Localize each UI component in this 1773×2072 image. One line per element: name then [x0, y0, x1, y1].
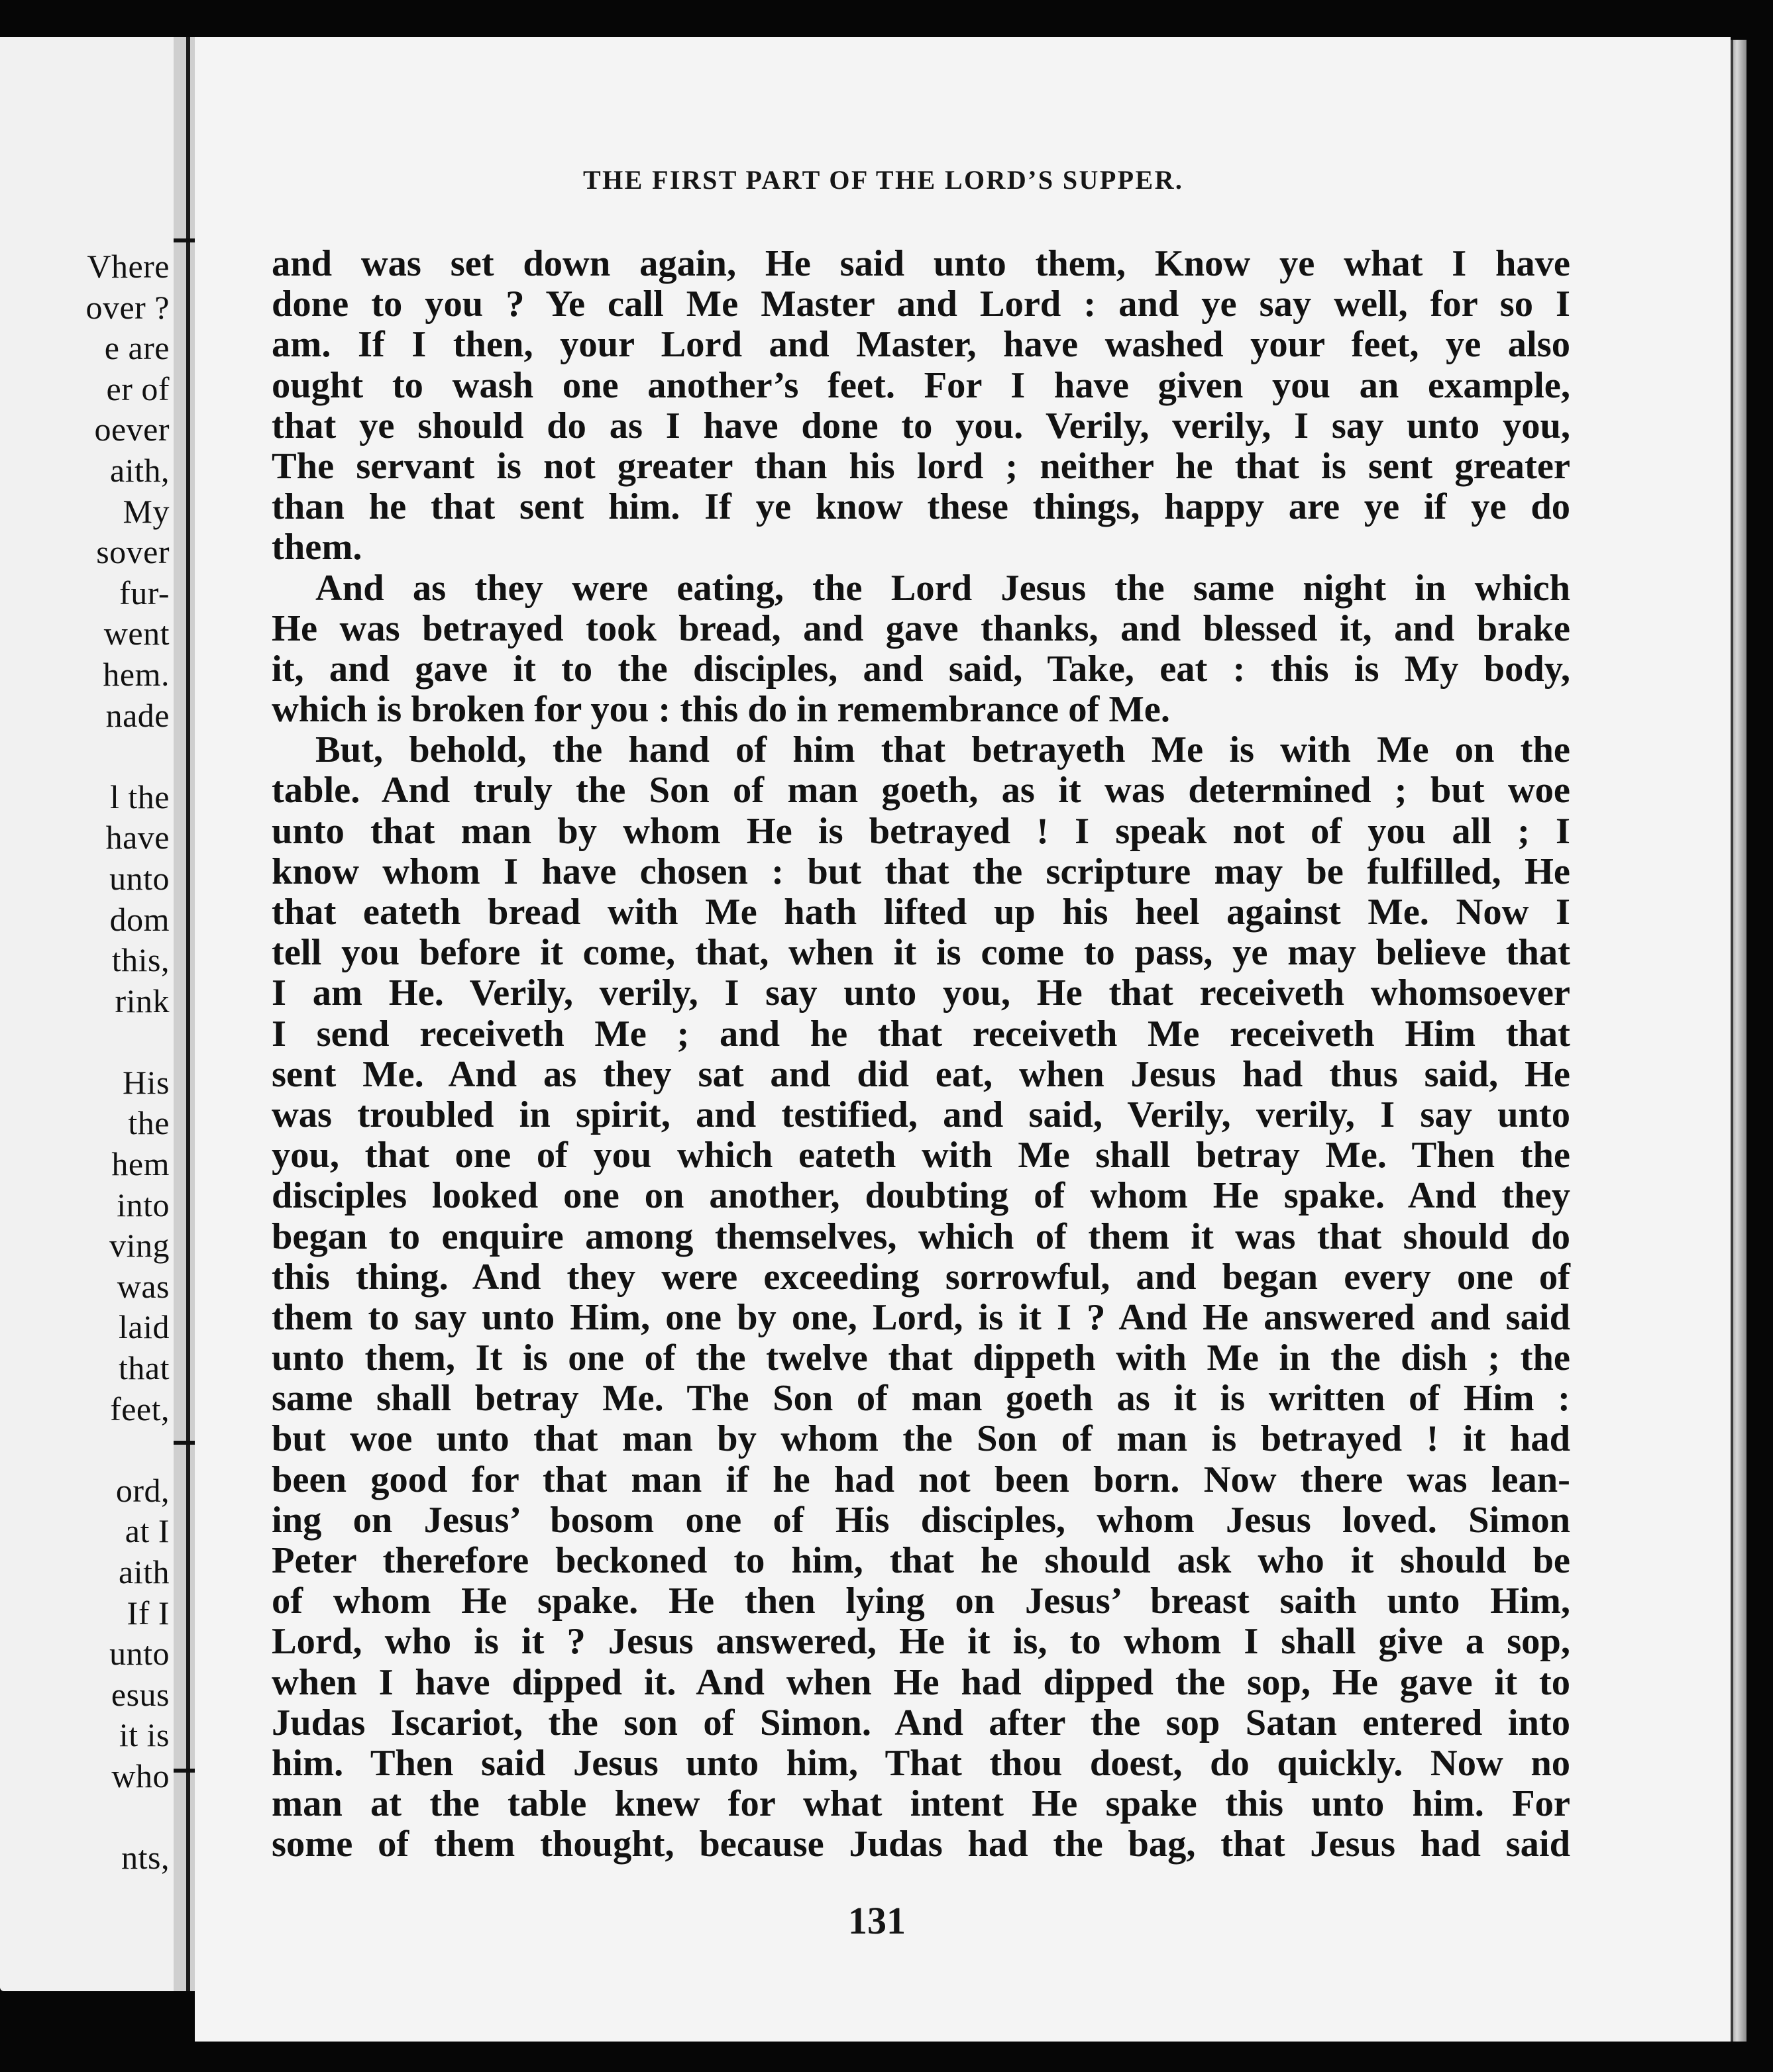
text-line: know whom I have chosen : but that the scripture may be fulfilled, He — [272, 851, 1570, 892]
left-page-fragment: over ? — [85, 288, 170, 326]
running-head: THE FIRST PART OF THE LORD’S SUPPER. — [583, 165, 1184, 195]
text-line: them. — [272, 527, 362, 568]
text-line: disciples looked one on another, doubting of whom He spake. And they — [272, 1175, 1570, 1217]
left-page-fragment: that — [119, 1349, 170, 1387]
text-line: this thing. And they were exceeding sorrowful, and began every one of — [272, 1256, 1570, 1298]
left-page-fragment: er of — [106, 370, 170, 407]
left-page-fragment: was — [117, 1267, 170, 1305]
left-page-fragment: hem — [111, 1145, 170, 1183]
text-line: But, behold, the hand of him that betrayeth Me is with Me on the — [315, 729, 1570, 771]
left-page-fragment: who — [111, 1757, 170, 1794]
text-line: And as they were eating, the Lord Jesus the same night in which — [315, 567, 1570, 609]
left-page-fragment — [85, 1429, 170, 1471]
left-page-fragment: into — [117, 1186, 170, 1223]
left-page-fragment: unto — [109, 1635, 170, 1673]
text-line: I send receiveth Me ; and he that receiveth Me receiveth Him that — [272, 1013, 1570, 1055]
text-line: of whom He spake. He then lying on Jesus’ breast saith unto Him, — [272, 1580, 1570, 1622]
left-page-fragment: If I — [127, 1594, 170, 1632]
text-line: table. And truly the Son of man goeth, as it was determined ; but woe — [272, 770, 1570, 811]
left-page-fragment: laid — [119, 1308, 170, 1346]
left-page-fragment: this, — [111, 941, 170, 979]
text-line: been good for that man if he had not been born. Now there was lean- — [272, 1459, 1570, 1500]
left-page-fragment: aith, — [110, 451, 170, 489]
left-page-fragment: it is — [119, 1716, 170, 1754]
text-line: that ye should do as I have done to you. Verily, verily, I say unto you, — [272, 405, 1570, 446]
text-line: and was set down again, He said unto them, Know ye what I have — [272, 243, 1570, 284]
left-page-fragment — [85, 1021, 170, 1062]
left-page-fragment: nts, — [121, 1839, 170, 1877]
text-line: same shall betray Me. The Son of man goeth as it is written of Him : — [272, 1378, 1570, 1420]
left-page-fragment: have — [105, 819, 170, 856]
left-page-fragment: nade — [105, 696, 170, 734]
text-line: unto that man by whom He is betrayed ! I speak not of you all ; I — [272, 810, 1570, 852]
text-line: it, and gave it to the disciples, and said, Take, eat : this is My body, — [272, 648, 1570, 690]
left-page-fragment: His — [123, 1063, 170, 1101]
book-gutter — [174, 37, 195, 1991]
text-line: was troubled in spirit, and testified, and said, Verily, verily, I say unto — [272, 1094, 1570, 1135]
text-line: man at the table knew for what intent He spake this unto him. For — [272, 1783, 1570, 1825]
text-line: ought to wash one another’s feet. For I have given you an example, — [272, 364, 1570, 406]
left-page-fragment: fur- — [119, 574, 170, 611]
text-line: began to enquire among themselves, which of them it was that should do — [272, 1216, 1570, 1257]
text-line: Peter therefore beckoned to him, that he should ask who it should be — [272, 1540, 1570, 1581]
text-line: ing on Jesus’ bosom one of His disciples, whom Jesus loved. Simon — [272, 1499, 1570, 1541]
left-page-fragment: went — [103, 615, 170, 652]
left-page-fragment: at I — [125, 1512, 170, 1550]
left-page-fragment: oever — [94, 411, 170, 448]
left-page-fragment: rink — [115, 982, 170, 1019]
page-number: 131 — [848, 1899, 906, 1942]
left-page-fragment: e are — [104, 329, 170, 367]
left-page-fragment — [85, 736, 170, 777]
text-line: when I have dipped it. And when He had dipped the sop, He gave it to — [272, 1661, 1570, 1703]
left-page-text-fragments — [85, 246, 170, 1879]
text-line: am. If I then, your Lord and Master, have washed your feet, ye also — [272, 324, 1570, 366]
text-line: you, that one of you which eateth with Me shall betray Me. Then the — [272, 1135, 1570, 1176]
left-page-fragment: My — [123, 492, 170, 530]
left-page-fragment: the — [128, 1104, 170, 1142]
text-line: He was betrayed took bread, and gave thanks, and blessed it, and brake — [272, 607, 1570, 649]
text-line: some of them thought, because Judas had the bag, that Jesus had said — [272, 1824, 1570, 1865]
left-page-fragment: ord, — [115, 1471, 170, 1509]
binding-line — [186, 37, 190, 1991]
text-line: Judas Iscariot, the son of Simon. And after the sop Satan entered into — [272, 1702, 1570, 1743]
left-page-fragment: aith — [119, 1553, 170, 1590]
text-line: tell you before it come, that, when it is come to pass, ye may believe that — [272, 932, 1570, 974]
left-page-fragment: l the — [110, 778, 170, 815]
text-line: him. Then said Jesus unto him, That thou doest, do quickly. Now no — [272, 1742, 1570, 1784]
left-page-fragment — [85, 1797, 170, 1838]
body-text — [272, 244, 1570, 1865]
left-page-fragment: hem. — [103, 655, 170, 693]
left-facing-page — [0, 37, 174, 1991]
left-page-fragment: unto — [109, 859, 170, 897]
left-page-fragment: dom — [109, 900, 170, 938]
text-line: them to say unto Him, one by one, Lord, is it I ? And He answered and said — [272, 1296, 1570, 1338]
left-page-fragment: ving — [109, 1227, 170, 1265]
text-line: unto them, It is one of the twelve that dippeth with Me in the dish ; the — [272, 1337, 1570, 1379]
text-line: sent Me. And as they sat and did eat, when Jesus had thus said, He — [272, 1053, 1570, 1095]
page-edge-rule — [1731, 40, 1733, 2042]
left-page-fragment: feet, — [110, 1390, 170, 1427]
text-line: that eateth bread with Me hath lifted up his heel against Me. Now I — [272, 892, 1570, 933]
text-line: than he that sent him. If ye know these things, happy are ye if ye do — [272, 486, 1570, 528]
text-line: The servant is not greater than his lord ; neither he that is sent greater — [272, 445, 1570, 487]
text-line: I am He. Verily, verily, I say unto you, He that receiveth whomsoever — [272, 972, 1570, 1014]
text-line: done to you ? Ye call Me Master and Lord : and ye say well, for so I — [272, 284, 1570, 325]
text-line: which is broken for you : this do in remembrance of Me. — [272, 689, 1170, 731]
left-page-fragment: sover — [96, 533, 170, 571]
left-page-fragment: Vhere — [87, 248, 170, 285]
text-line: but woe unto that man by whom the Son of man is betrayed ! it had — [272, 1418, 1570, 1460]
text-line: Lord, who is it ? Jesus answered, He it is, to whom I shall give a sop, — [272, 1621, 1570, 1663]
left-page-fragment: esus — [111, 1675, 170, 1713]
